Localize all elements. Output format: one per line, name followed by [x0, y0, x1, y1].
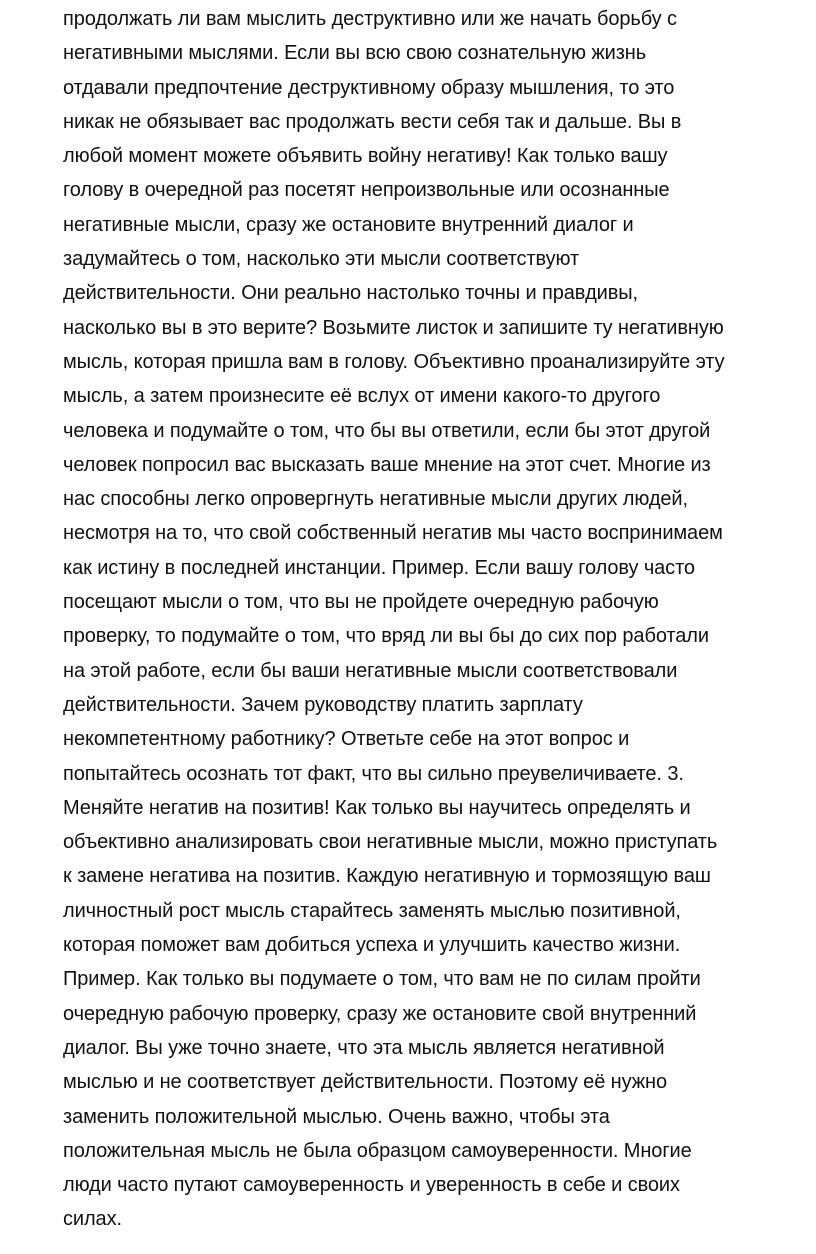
text-line: заменить положительной мыслью. Очень важно, чтобы эта	[63, 1105, 610, 1128]
text-line: действительности. Зачем руководству платить зарплату	[63, 693, 583, 716]
text-line: насколько вы в это верите? Возьмите листок и запишите ту негативную	[63, 316, 724, 339]
text-line: проверку, то подумайте о том, что вряд ли вы бы до сих пор работали	[63, 625, 709, 648]
text-line: как истину в последней инстанции. Пример. Если вашу голову часто	[63, 556, 695, 579]
text-line: отдавали предпочтение деструктивному образу мышления, то это	[63, 76, 675, 99]
text-line: нас способны легко опровергнуть негативные мысли других людей,	[63, 488, 688, 511]
text-line: на этой работе, если бы ваши негативные мысли соответствовали	[63, 659, 678, 682]
text-line: мысль, а затем произнесите её вслух от имени какого-то другого	[63, 385, 661, 408]
text-line: объективно анализировать свои негативные мысли, можно приступать	[63, 831, 718, 854]
text-line: очередную рабочую проверку, сразу же остановите свой внутренний	[63, 1002, 697, 1025]
text-line: посещают мысли о том, что вы не пройдете очередную рабочую	[63, 591, 659, 614]
text-line: несмотря на то, что свой собственный негатив мы часто воспринимаем	[63, 522, 723, 545]
text-line: Пример. Как только вы подумаете о том, что вам не по силам пройти	[63, 968, 701, 991]
text-line: Меняйте негатив на позитив! Как только вы научитесь определять и	[63, 796, 691, 819]
text-line: которая поможет вам добиться успеха и улучшить качество жизни.	[63, 934, 681, 957]
text-line: силах.	[63, 1208, 122, 1231]
text-line: негативные мысли, сразу же остановите внутренний диалог и	[63, 213, 634, 236]
text-line: мыслью и не соответствует действительности. Поэтому её нужно	[63, 1071, 668, 1094]
text-line: никак не обязывает вас продолжать вести себя так и дальше. Вы в	[63, 110, 682, 133]
text-line: некомпетентному работнику? Ответьте себе на этот вопрос и	[63, 728, 630, 751]
text-line: диалог. Вы уже точно знаете, что эта мысль является негативной	[63, 1036, 665, 1059]
text-line: действительности. Они реально настолько точны и правдивы,	[63, 282, 638, 305]
text-line: голову в очередной раз посетят непроизвольные или осознанные	[63, 179, 670, 202]
text-line: любой момент можете объявить войну негативу! Как только вашу	[63, 145, 668, 168]
body-text	[63, 2, 813, 1237]
text-line: личностный рост мысль старайтесь заменять мыслью позитивной,	[63, 899, 681, 922]
text-line: к замене негатива на позитив. Каждую негативную и тормозящую ваш	[63, 865, 711, 888]
text-line: человек попросил вас высказать ваше мнение на этот счет. Многие из	[63, 453, 711, 476]
text-line: положительная мысль не была образцом самоуверенности. Многие	[63, 1139, 692, 1162]
text-line: человека и подумайте о том, что бы вы ответили, если бы этот другой	[63, 419, 711, 442]
text-line: задумайтесь о том, насколько эти мысли соответствуют	[63, 248, 580, 271]
text-line: негативными мыслями. Если вы всю свою сознательную жизнь	[63, 42, 647, 65]
text-line: попытайтесь осознать тот факт, что вы сильно преувеличиваете. 3.	[63, 762, 684, 785]
text-line: мысль, которая пришла вам в голову. Объективно проанализируйте эту	[63, 350, 725, 373]
text-line: люди часто путают самоуверенность и уверенность в себе и своих	[63, 1174, 680, 1197]
text-line: продолжать ли вам мыслить деструктивно или же начать борьбу с	[63, 8, 677, 30]
